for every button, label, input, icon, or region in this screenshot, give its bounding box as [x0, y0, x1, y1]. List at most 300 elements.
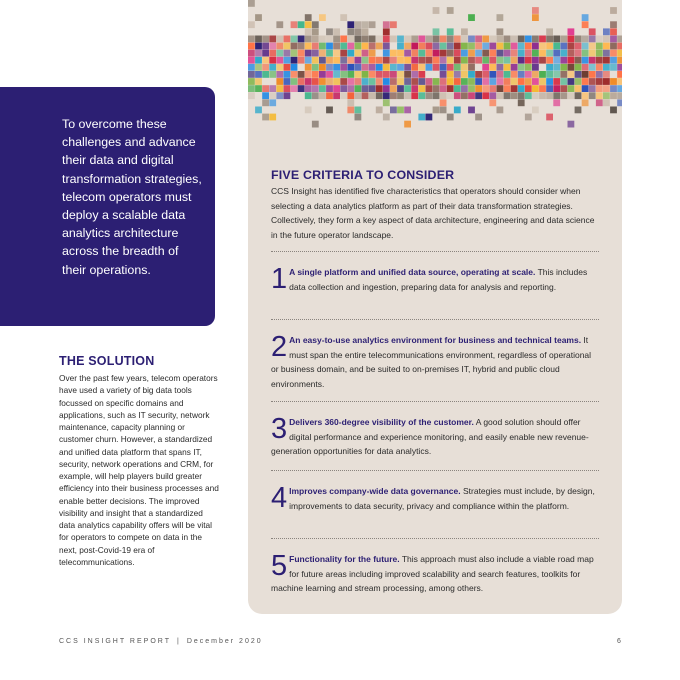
mosaic-pixel	[497, 64, 504, 71]
mosaic-pixel	[497, 50, 504, 57]
mosaic-pixel	[326, 78, 333, 85]
criterion-number: 4	[271, 482, 288, 514]
mosaic-pixel	[589, 78, 596, 85]
mosaic-pixel	[582, 85, 589, 92]
mosaic-pixel	[418, 85, 425, 92]
criterion-text: A good solution should offer digital performance and experience monitoring, and easily enable new revenue-generation opportunities for data analytics.	[271, 417, 589, 457]
mosaic-pixel	[355, 36, 362, 43]
mosaic-pixel	[461, 71, 468, 78]
criterion-lead: A single platform and unified data source, operating at scale.	[289, 267, 536, 277]
mosaic-pixel	[489, 43, 496, 50]
mosaic-pixel	[546, 85, 553, 92]
mosaic-pixel	[433, 64, 440, 71]
mosaic-pixel	[532, 92, 539, 99]
mosaic-pixel	[418, 57, 425, 64]
criterion-lead: Improves company-wide data governance.	[289, 486, 461, 496]
mosaic-pixel	[291, 36, 298, 43]
mosaic-pixel	[518, 43, 525, 50]
mosaic-pixel	[262, 64, 269, 71]
criterion-4	[271, 484, 599, 513]
mosaic-pixel	[532, 85, 539, 92]
mosaic-pixel	[532, 14, 539, 21]
criterion-number: 3	[271, 413, 288, 445]
mosaic-pixel	[568, 71, 575, 78]
mosaic-pixel	[461, 43, 468, 50]
mosaic-pixel	[475, 71, 482, 78]
mosaic-pixel	[518, 99, 525, 106]
mosaic-pixel	[603, 28, 610, 35]
mosaic-pixel	[383, 36, 390, 43]
mosaic-pixel	[355, 57, 362, 64]
mosaic-pixel	[447, 64, 454, 71]
criterion-text: This approach must also include a viable road map for future areas including improved scalability and search features, toolkits for machine learning and stream processing, among others.	[271, 554, 594, 594]
mosaic-pixel	[489, 57, 496, 64]
mosaic-pixel	[326, 107, 333, 114]
mosaic-pixel	[596, 64, 603, 71]
mosaic-pixel	[610, 50, 617, 57]
mosaic-pixel	[390, 57, 397, 64]
mosaic-pixel	[355, 21, 362, 28]
mosaic-pixel	[433, 78, 440, 85]
mosaic-pixel	[347, 92, 354, 99]
mosaic-pixel	[603, 85, 610, 92]
mosaic-pixel	[447, 85, 454, 92]
mosaic-pixel	[319, 71, 326, 78]
mosaic-pixel	[276, 71, 283, 78]
mosaic-pixel	[312, 43, 319, 50]
mosaic-pixel	[305, 36, 312, 43]
mosaic-pixel	[525, 85, 532, 92]
mosaic-pixel	[298, 71, 305, 78]
mosaic-pixel	[404, 36, 411, 43]
mosaic-pixel	[376, 43, 383, 50]
mosaic-pixel	[475, 114, 482, 121]
mosaic-pixel	[504, 78, 511, 85]
mosaic-pixel	[418, 64, 425, 71]
mosaic-pixel	[575, 36, 582, 43]
mosaic-pixel	[546, 57, 553, 64]
mosaic-pixel	[340, 14, 347, 21]
mosaic-pixel	[312, 64, 319, 71]
criterion-2	[271, 333, 599, 391]
mosaic-pixel	[461, 92, 468, 99]
mosaic-pixel	[610, 107, 617, 114]
page-number: 6	[617, 638, 621, 645]
mosaic-pixel	[404, 64, 411, 71]
mosaic-pixel	[340, 43, 347, 50]
mosaic-pixel	[298, 85, 305, 92]
mosaic-pixel	[411, 78, 418, 85]
mosaic-pixel	[532, 57, 539, 64]
mosaic-pixel	[582, 36, 589, 43]
mosaic-pixel	[447, 43, 454, 50]
mosaic-pixel	[603, 92, 610, 99]
mosaic-pixel	[546, 28, 553, 35]
criteria-intro: CCS Insight has identified five characteristics that operators should consider when selecting a data analytics platform as part of their data transformation strategies. Collectively, they form a key aspect of data architecture, engineering and data science in the future operator landscape.	[271, 186, 595, 240]
mosaic-pixel	[355, 92, 362, 99]
mosaic-pixel	[497, 43, 504, 50]
mosaic-pixel	[468, 14, 475, 21]
mosaic-pixel	[511, 36, 518, 43]
mosaic-pixel	[440, 64, 447, 71]
mosaic-pixel	[596, 50, 603, 57]
mosaic-pixel	[312, 85, 319, 92]
mosaic-pixel	[333, 78, 340, 85]
mosaic-pixel	[504, 50, 511, 57]
mosaic-pixel	[255, 71, 262, 78]
mosaic-pixel	[262, 71, 269, 78]
mosaic-pixel	[397, 36, 404, 43]
mosaic-pixel	[568, 43, 575, 50]
mosaic-pixel	[426, 114, 433, 121]
mosaic-pixel	[347, 85, 354, 92]
mosaic-pixel	[454, 57, 461, 64]
mosaic-pixel	[489, 64, 496, 71]
mosaic-pixel	[504, 36, 511, 43]
mosaic-pixel	[482, 43, 489, 50]
mosaic-pixel	[312, 78, 319, 85]
mosaic-pixel	[532, 78, 539, 85]
mosaic-pixel	[475, 92, 482, 99]
mosaic-pixel	[504, 43, 511, 50]
mosaic-pixel	[326, 64, 333, 71]
mosaic-pixel	[355, 71, 362, 78]
mosaic-pixel	[560, 50, 567, 57]
mosaic-pixel	[362, 50, 369, 57]
mosaic-pixel	[617, 43, 622, 50]
mosaic-pixel	[333, 36, 340, 43]
mosaic-pixel	[269, 57, 276, 64]
mosaic-pixel	[454, 71, 461, 78]
mosaic-pixel	[255, 78, 262, 85]
mosaic-pixel	[589, 92, 596, 99]
mosaic-pixel	[255, 36, 262, 43]
mosaic-pixel	[326, 36, 333, 43]
mosaic-pixel	[447, 7, 454, 14]
mosaic-pixel	[248, 71, 255, 78]
mosaic-pixel	[383, 78, 390, 85]
criterion-lead: An easy-to-use analytics environment for business and technical teams.	[289, 335, 582, 345]
mosaic-pixel	[333, 28, 340, 35]
mosaic-pixel	[418, 78, 425, 85]
mosaic-pixel	[617, 92, 622, 99]
mosaic-pixel	[340, 57, 347, 64]
mosaic-pixel	[362, 64, 369, 71]
mosaic-pixel	[568, 85, 575, 92]
mosaic-pixel	[284, 50, 291, 57]
mosaic-pixel	[312, 92, 319, 99]
mosaic-pixel	[454, 50, 461, 57]
mosaic-pixel	[504, 57, 511, 64]
mosaic-pixel	[319, 36, 326, 43]
mosaic-pixel	[596, 85, 603, 92]
mosaic-pixel	[603, 57, 610, 64]
mosaic-pixel	[340, 50, 347, 57]
criterion-number: 5	[271, 550, 288, 582]
mosaic-pixel	[489, 99, 496, 106]
mosaic-pixel	[248, 57, 255, 64]
mosaic-pixel	[291, 57, 298, 64]
mosaic-pixel	[511, 43, 518, 50]
mosaic-pixel	[539, 57, 546, 64]
mosaic-pixel	[319, 57, 326, 64]
mosaic-pixel	[269, 71, 276, 78]
mosaic-pixel	[575, 78, 582, 85]
mosaic-pixel	[603, 50, 610, 57]
mosaic-pixel	[553, 36, 560, 43]
mosaic-pixel	[610, 78, 617, 85]
mosaic-pixel	[475, 43, 482, 50]
mosaic-pixel	[454, 85, 461, 92]
mosaic-pixel	[617, 78, 622, 85]
mosaic-pixel	[369, 92, 376, 99]
mosaic-pixel	[617, 64, 622, 71]
mosaic-pixel	[347, 99, 354, 106]
mosaic-pixel	[347, 36, 354, 43]
mosaic-pixel	[489, 85, 496, 92]
mosaic-pixel	[553, 71, 560, 78]
mosaic-pixel	[525, 36, 532, 43]
mosaic-pixel	[411, 43, 418, 50]
mosaic-pixel	[262, 43, 269, 50]
mosaic-pixel	[284, 43, 291, 50]
mosaic-pixel	[298, 43, 305, 50]
mosaic-pixel	[489, 36, 496, 43]
mosaic-pixel	[468, 57, 475, 64]
mosaic-pixel	[440, 43, 447, 50]
mosaic-pixel	[255, 64, 262, 71]
mosaic-pixel	[532, 43, 539, 50]
footer-separator: |	[176, 638, 181, 645]
mosaic-pixel	[276, 36, 283, 43]
mosaic-pixel	[333, 71, 340, 78]
mosaic-pixel	[589, 57, 596, 64]
mosaic-pixel	[383, 28, 390, 35]
mosaic-pixel	[369, 85, 376, 92]
mosaic-pixel	[418, 114, 425, 121]
mosaic-pixel	[269, 64, 276, 71]
mosaic-pixel	[518, 57, 525, 64]
mosaic-pixel	[291, 64, 298, 71]
mosaic-pixel	[560, 92, 567, 99]
mosaic-pixel	[383, 50, 390, 57]
mosaic-pixel	[404, 107, 411, 114]
mosaic-pixel	[319, 14, 326, 21]
mosaic-pixel	[276, 21, 283, 28]
mosaic-pixel	[468, 36, 475, 43]
mosaic-pixel	[560, 71, 567, 78]
mosaic-pixel	[553, 78, 560, 85]
mosaic-pixel	[582, 14, 589, 21]
mosaic-pixel	[326, 71, 333, 78]
mosaic-pixel	[305, 50, 312, 57]
criterion-1	[271, 265, 599, 294]
mosaic-pixel	[369, 21, 376, 28]
mosaic-pixel	[411, 50, 418, 57]
callout-text: To overcome these challenges and advance their data and digital transformation strategies, telecom operators must deploy a scalable data analytics architecture across the breadth of their operations.	[62, 117, 202, 277]
mosaic-pixel	[582, 64, 589, 71]
mosaic-pixel	[262, 92, 269, 99]
mosaic-pixel	[603, 43, 610, 50]
mosaic-pixel	[461, 50, 468, 57]
mosaic-pixel	[454, 43, 461, 50]
mosaic-pixel	[553, 43, 560, 50]
mosaic-pixel	[326, 28, 333, 35]
criterion-5	[271, 552, 599, 596]
mosaic-pixel	[511, 85, 518, 92]
divider	[271, 319, 599, 320]
mosaic-pixel	[262, 114, 269, 121]
mosaic-pixel	[610, 64, 617, 71]
mosaic-pixel	[326, 85, 333, 92]
mosaic-pixel	[532, 71, 539, 78]
mosaic-pixel	[397, 107, 404, 114]
solution-body: Over the past few years, telecom operators have used a variety of big data tools focussed on specific domains and applications, such as IT security, network maintenance, capacity planning or customer churn. However, a standardized and unified data platform that spans IT, security, network operations and CRM, for example, will help players build greater efficiency into their business processes and enable better decisions. The improved visibility and insight that a standardized data analytics capability offers will be vital for operators to compete on data in the next, post-Covid-19 era of telecommunications.	[59, 373, 219, 567]
mosaic-pixel	[255, 50, 262, 57]
mosaic-pixel	[511, 64, 518, 71]
mosaic-pixel	[504, 64, 511, 71]
mosaic-pixel	[454, 107, 461, 114]
mosaic-pixel	[390, 36, 397, 43]
mosaic-pixel	[560, 64, 567, 71]
mosaic-pixel	[326, 57, 333, 64]
mosaic-pixel	[610, 57, 617, 64]
mosaic-pixel	[276, 64, 283, 71]
mosaic-pixel	[504, 71, 511, 78]
mosaic-pixel	[248, 64, 255, 71]
mosaic-pixel	[291, 78, 298, 85]
mosaic-pixel	[312, 50, 319, 57]
divider	[271, 401, 599, 402]
mosaic-pixel	[426, 92, 433, 99]
mosaic-pixel	[475, 85, 482, 92]
mosaic-pixel	[468, 85, 475, 92]
mosaic-pixel	[376, 78, 383, 85]
mosaic-pixel	[568, 57, 575, 64]
mosaic-pixel	[546, 114, 553, 121]
mosaic-pixel	[447, 50, 454, 57]
mosaic-pixel	[355, 43, 362, 50]
mosaic-pixel	[390, 92, 397, 99]
mosaic-pixel	[568, 78, 575, 85]
mosaic-pixel	[397, 71, 404, 78]
mosaic-pixel	[376, 64, 383, 71]
mosaic-pixel	[298, 57, 305, 64]
mosaic-pixel	[248, 43, 255, 50]
mosaic-pixel	[482, 85, 489, 92]
mosaic-pixel	[362, 71, 369, 78]
mosaic-pixel	[539, 71, 546, 78]
mosaic-pixel	[369, 78, 376, 85]
mosaic-pixel	[305, 57, 312, 64]
mosaic-pixel	[411, 85, 418, 92]
mosaic-pixel	[610, 28, 617, 35]
mosaic-pixel	[440, 36, 447, 43]
mosaic-pixel	[347, 28, 354, 35]
criterion-3	[271, 415, 599, 459]
mosaic-pixel	[426, 85, 433, 92]
mosaic-pixel	[610, 92, 617, 99]
mosaic-pixel	[340, 36, 347, 43]
mosaic-pixel	[553, 85, 560, 92]
mosaic-pixel	[390, 78, 397, 85]
mosaic-pixel	[390, 64, 397, 71]
mosaic-pixel	[525, 92, 532, 99]
mosaic-pixel	[447, 114, 454, 121]
mosaic-pixel	[276, 85, 283, 92]
mosaic-pixel	[468, 50, 475, 57]
mosaic-pixel	[340, 78, 347, 85]
divider	[271, 251, 599, 252]
mosaic-pixel	[475, 78, 482, 85]
mosaic-pixel	[589, 36, 596, 43]
mosaic-pixel	[376, 36, 383, 43]
mosaic-pixel	[440, 57, 447, 64]
mosaic-pixel	[454, 78, 461, 85]
mosaic-pixel	[489, 78, 496, 85]
mosaic-pixel	[269, 92, 276, 99]
mosaic-pixel	[362, 28, 369, 35]
mosaic-pixel	[347, 107, 354, 114]
mosaic-pixel	[347, 57, 354, 64]
mosaic-pixel	[511, 57, 518, 64]
mosaic-pixel	[596, 99, 603, 106]
mosaic-pixel	[617, 50, 622, 57]
mosaic-pixel	[369, 71, 376, 78]
criterion-number: 2	[271, 331, 288, 363]
mosaic-pixel	[603, 64, 610, 71]
mosaic-pixel	[553, 92, 560, 99]
footer-report-name: CCS INSIGHT REPORT	[59, 638, 171, 645]
mosaic-pixel	[589, 50, 596, 57]
mosaic-pixel	[582, 43, 589, 50]
mosaic-pixel	[383, 92, 390, 99]
mosaic-pixel	[397, 50, 404, 57]
mosaic-pixel	[518, 64, 525, 71]
mosaic-pixel	[518, 71, 525, 78]
mosaic-pixel	[546, 71, 553, 78]
mosaic-pixel	[489, 50, 496, 57]
mosaic-pixel	[461, 28, 468, 35]
mosaic-pixel	[461, 78, 468, 85]
mosaic-pixel	[511, 92, 518, 99]
mosaic-pixel	[596, 36, 603, 43]
mosaic-pixel	[362, 85, 369, 92]
mosaic-pixel	[369, 36, 376, 43]
mosaic-pixel	[298, 21, 305, 28]
mosaic-pixel	[511, 50, 518, 57]
mosaic-pixel	[355, 50, 362, 57]
mosaic-pixel	[248, 50, 255, 57]
mosaic-pixel	[418, 36, 425, 43]
mosaic-pixel	[305, 85, 312, 92]
mosaic-pixel	[553, 50, 560, 57]
mosaic-pixel	[291, 50, 298, 57]
mosaic-pixel	[411, 64, 418, 71]
mosaic-pixel	[560, 78, 567, 85]
mosaic-pixel	[426, 36, 433, 43]
mosaic-pixel	[312, 121, 319, 128]
mosaic-pixel	[298, 50, 305, 57]
mosaic-pixel	[255, 43, 262, 50]
mosaic-pixel	[596, 43, 603, 50]
mosaic-pixel	[333, 50, 340, 57]
mosaic-pixel	[305, 28, 312, 35]
mosaic-pixel	[390, 50, 397, 57]
mosaic-pixel	[518, 50, 525, 57]
mosaic-pixel	[340, 92, 347, 99]
mosaic-pixel	[575, 107, 582, 114]
